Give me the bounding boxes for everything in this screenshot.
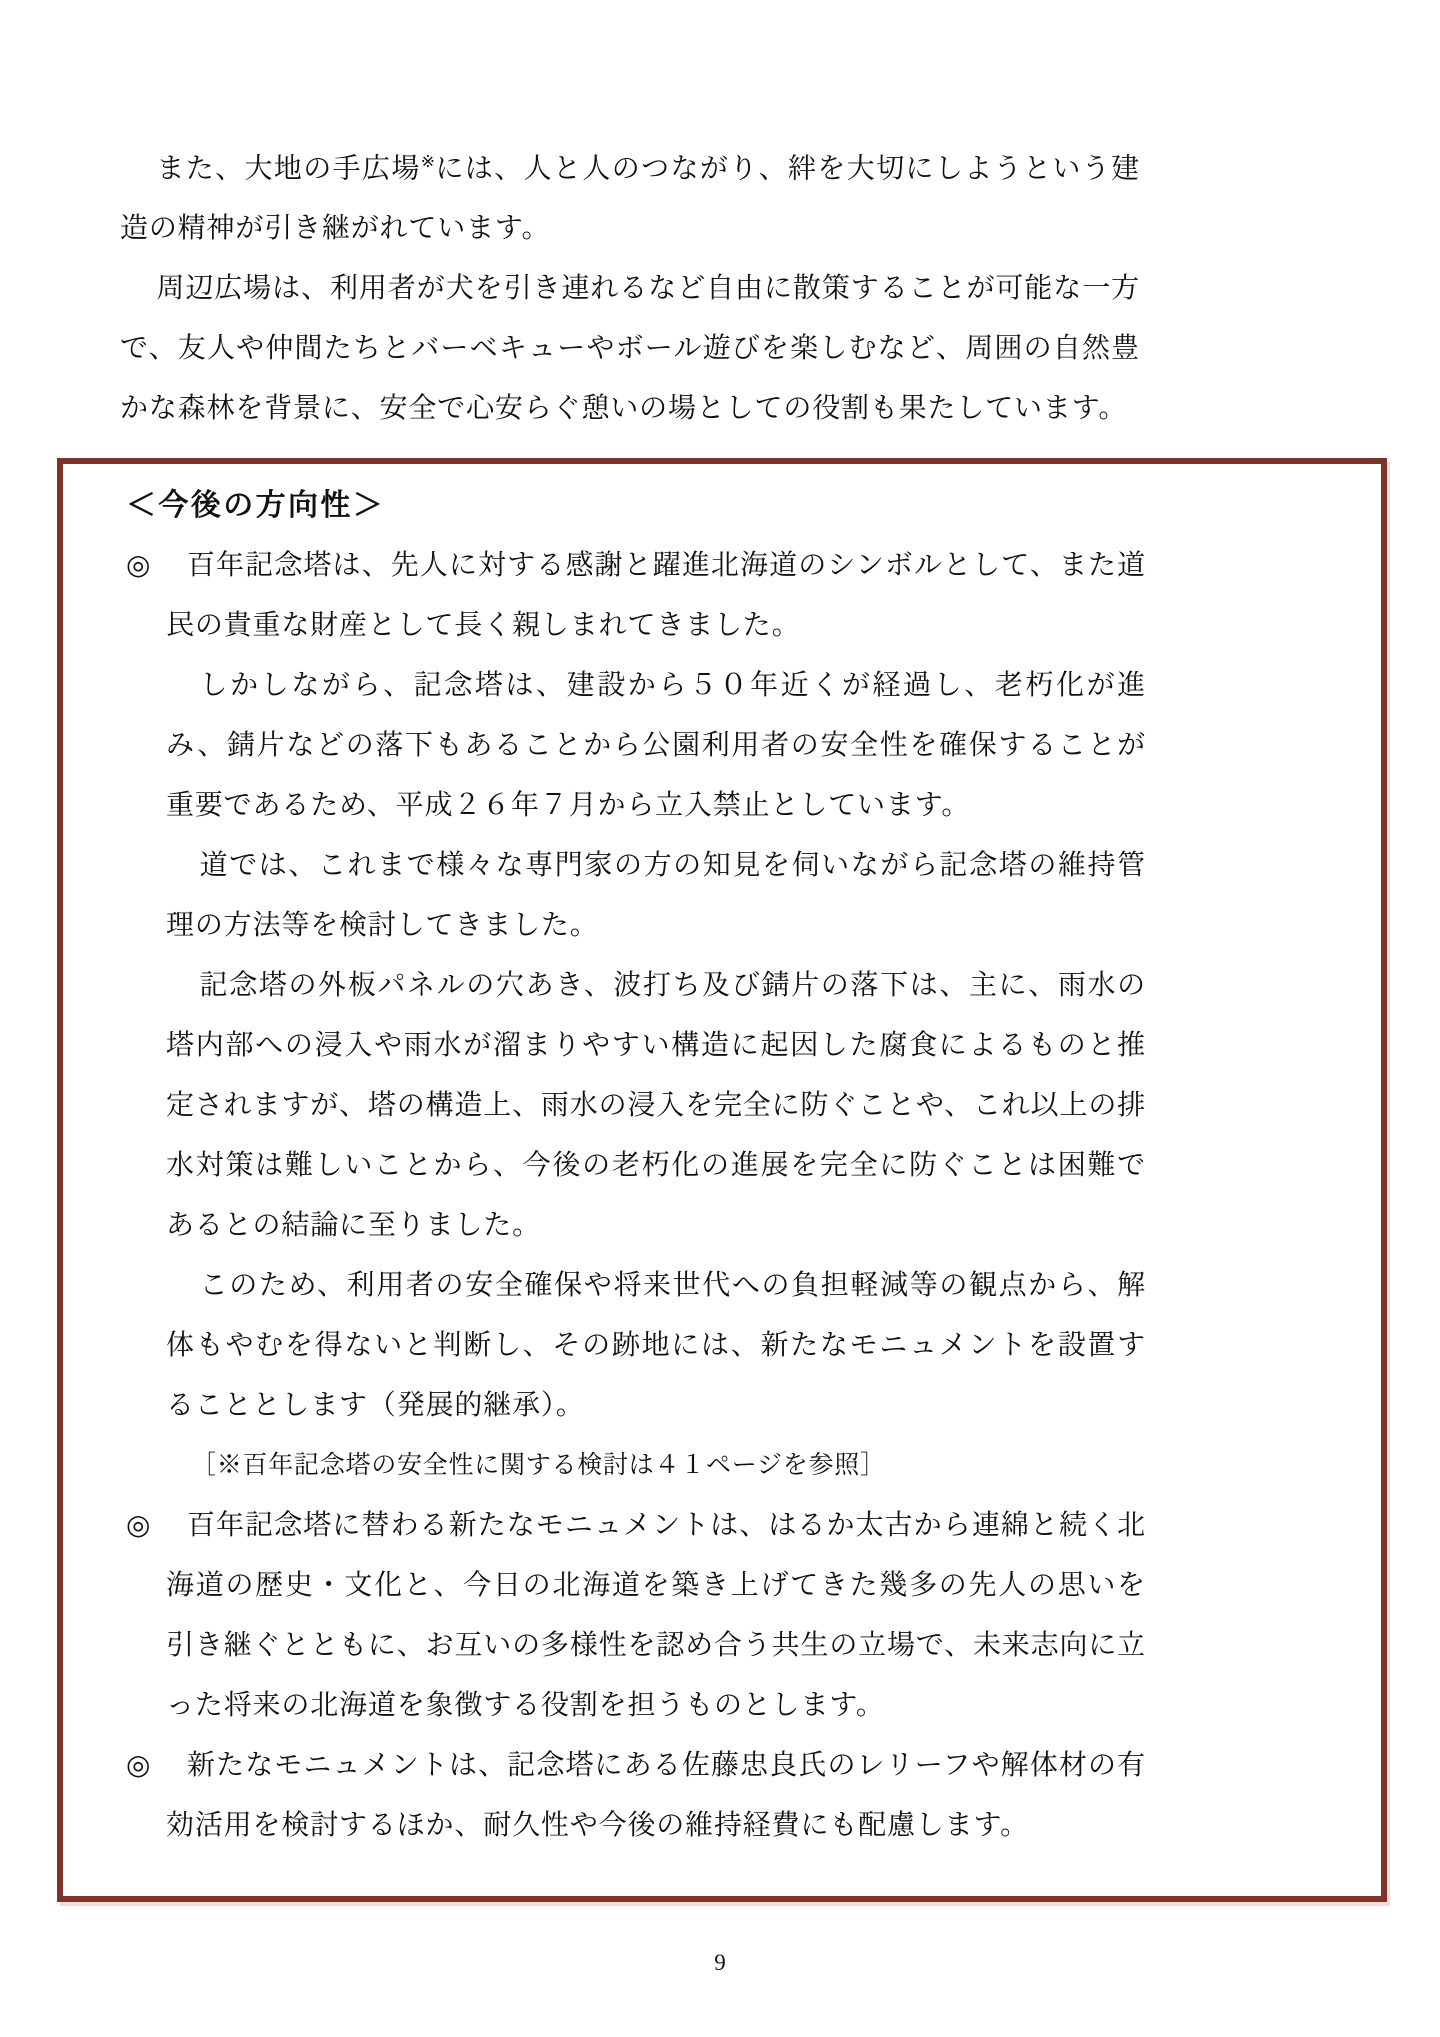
double-circle-bullet: ◎ [126, 1750, 151, 1781]
reference-mark: ※ [420, 152, 436, 171]
intro-paragraph-1-text: また、大地の手広場 [156, 153, 421, 185]
double-circle-bullet: ◎ [126, 1510, 151, 1541]
direction-item-3-body [166, 1736, 1146, 1856]
item-3-paragraph-1: 新たなモニュメントは、記念塔にある佐藤忠良氏のレリーフや解体材の有効活用を検討するほか、耐久性や今後の維持経費にも配慮します。 [166, 1750, 1146, 1841]
direction-item-3 [126, 1736, 1146, 1856]
item-2-paragraph-1: 百年記念塔に替わる新たなモニュメントは、はるか太古から連綿と続く北海道の歴史・文化と、今日の北海道を築き上げてきた幾多の先人の思いを引き継ぐとともに、お互いの多様性を認め合う共生の立場で、未来志向に立った将来の北海道を象徴する役割を担うものとします。 [166, 1510, 1147, 1721]
footnote-reference: ［※百年記念塔の安全性に関する検討は４１ページを参照］ [191, 1452, 886, 1479]
item-1-paragraph-2: しかしながら、記念塔は、建設から５０年近くが経過し、老朽化が進み、錆片などの落下もあることから公園利用者の安全性を確保することが重要であるため、平成２６年７月から立入禁止としています。 [166, 670, 1146, 821]
double-circle-bullet: ◎ [126, 550, 151, 581]
direction-box-title: ＜今後の方向性＞ [126, 489, 386, 522]
intro-paragraph-1-continuation: には、人と人のつながり、絆を大切にしようという建造の精神が引き継がれています。 [120, 153, 1140, 245]
item-1-paragraph-1: 百年記念塔は、先人に対する感謝と躍進北海道のシンボルとして、また道民の貴重な財産として長く親しまれてきました。 [166, 550, 1146, 641]
direction-box [57, 458, 1387, 1902]
item-1-paragraph-3: 道では、これまで様々な専門家の方の知見を伺いながら記念塔の維持管理の方法等を検討してきました。 [166, 850, 1146, 941]
item-1-paragraph-4: 記念塔の外板パネルの穴あき、波打ち及び錆片の落下は、主に、雨水の塔内部への浸入や雨水が溜まりやすい構造に起因した腐食によるものと推定されますが、塔の構造上、雨水の浸入を完全に防ぐことや、これ以上の排水対策は難しいことから、今後の老朽化の進展を完全に防ぐことは困難であるとの結論に至りました。 [166, 970, 1147, 1241]
intro-paragraph-1 [120, 132, 1140, 259]
direction-item-2-body [166, 1496, 1146, 1736]
direction-item-1-body [166, 536, 1146, 1496]
page-number: 9 [714, 1950, 726, 1975]
item-1-paragraph-5: このため、利用者の安全確保や将来世代への負担軽減等の観点から、解体もやむを得ないと判断し、その跡地には、新たなモニュメントを設置することとします（発展的継承）。 [166, 1270, 1146, 1421]
direction-item-1 [126, 536, 1146, 1496]
direction-item-2 [126, 1496, 1146, 1736]
intro-section [120, 132, 1140, 439]
intro-paragraph-2: 周辺広場は、利用者が犬を引き連れるなど自由に散策することが可能な一方で、友人や仲間たちとバーベキューやボール遊びを楽しむなど、周囲の自然豊かな森林を背景に、安全で心安らぐ憩いの場としての役割も果たしています。 [120, 273, 1140, 425]
